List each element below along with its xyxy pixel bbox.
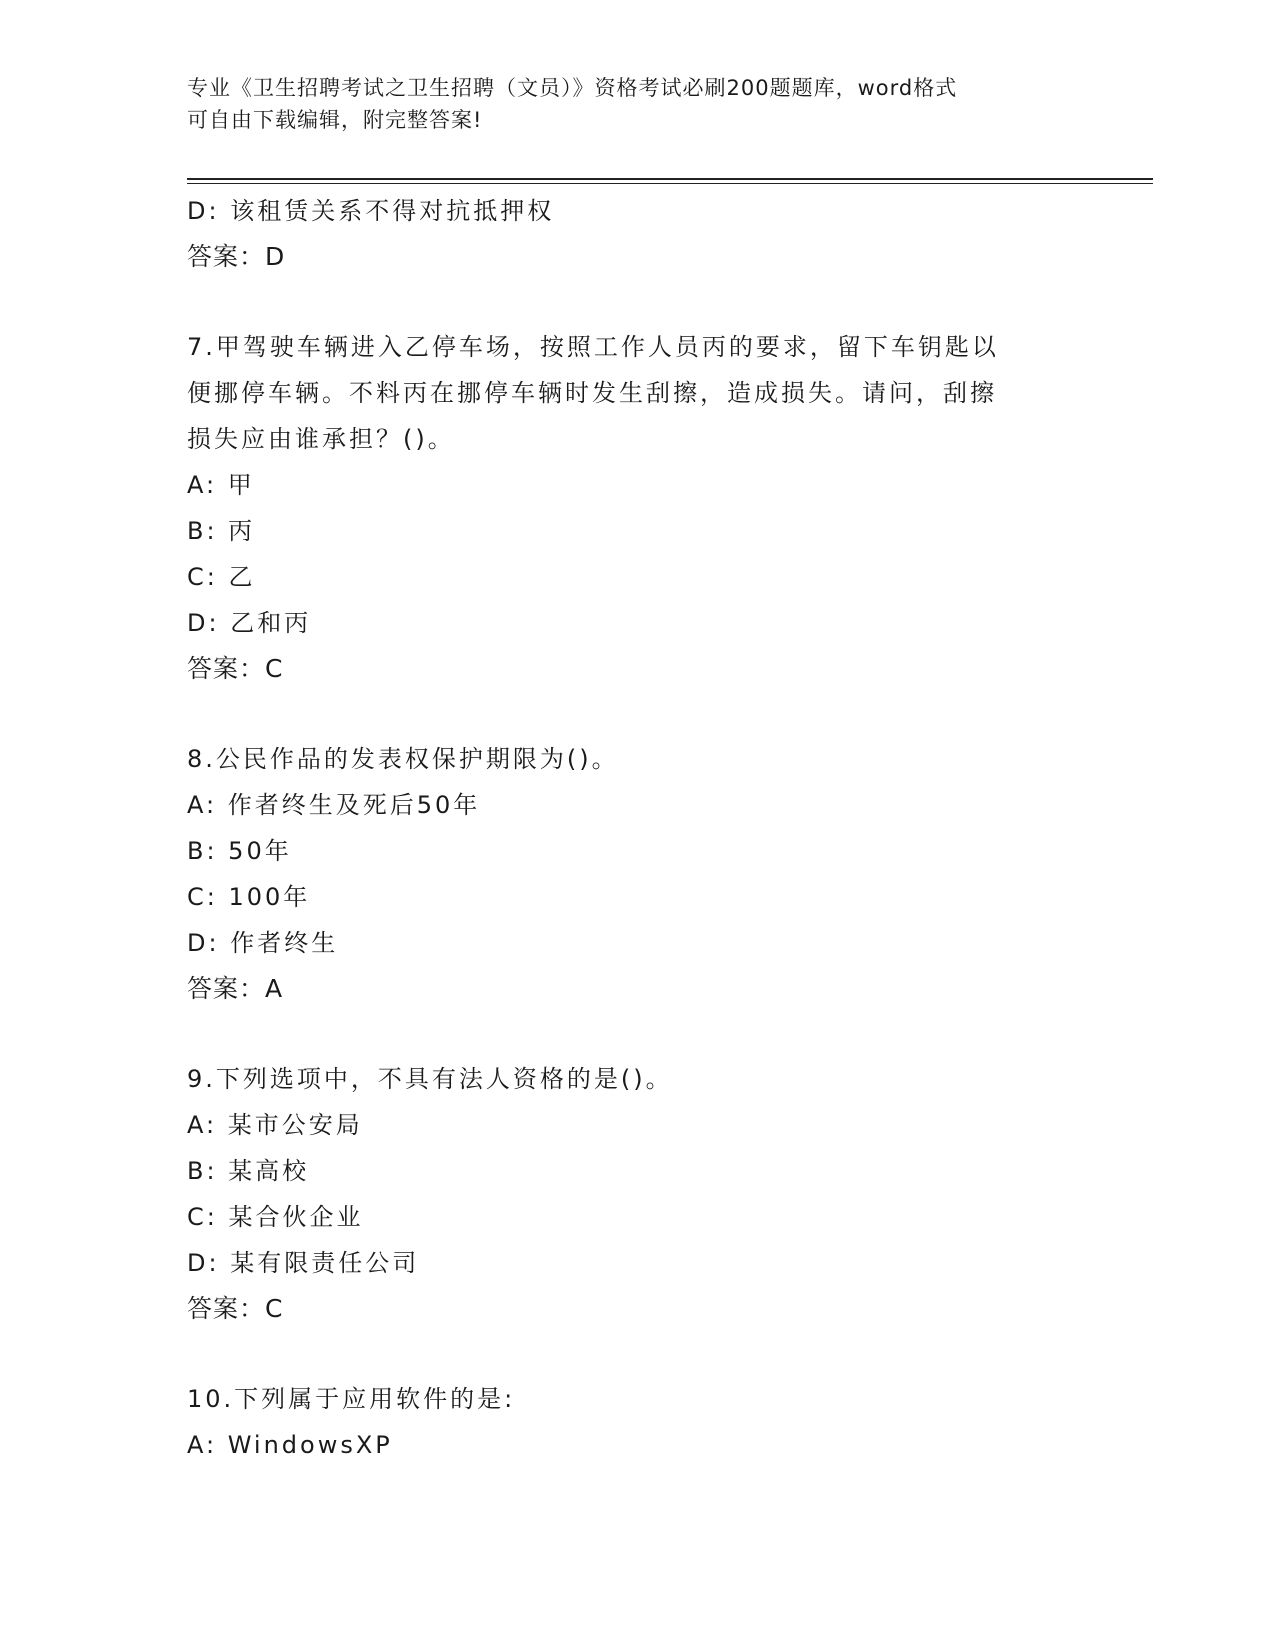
question-9-text: 9.下列选项中，不具有法人资格的是()。 xyxy=(187,1065,673,1093)
question-7-option-b: B: 丙 xyxy=(187,517,256,545)
question-10 xyxy=(187,1376,1087,1468)
question-8-text: 8.公民作品的发表权保护期限为()。 xyxy=(187,745,619,773)
question-8-option-c: C: 100年 xyxy=(187,883,311,911)
header-line-1: 专业《卫生招聘考试之卫生招聘（文员）》资格考试必刷200题题库，word格式 xyxy=(187,76,958,100)
question-9-option-b: B: 某高校 xyxy=(187,1157,310,1185)
question-7-line-1: 7.甲驾驶车辆进入乙停车场，按照工作人员丙的要求，留下车钥匙以 xyxy=(187,333,999,361)
spacer xyxy=(187,692,1087,736)
question-8-answer: 答案：A xyxy=(187,974,284,1003)
question-7-option-a: A: 甲 xyxy=(187,471,255,499)
question-9-answer: 答案：C xyxy=(187,1294,284,1323)
document-header xyxy=(187,72,1087,136)
question-7-option-d: D: 乙和丙 xyxy=(187,609,312,637)
question-7-option-c: C: 乙 xyxy=(187,563,256,591)
question-9 xyxy=(187,1056,1087,1332)
prev-answer: 答案：D xyxy=(187,242,286,271)
question-7-line-3: 损失应由谁承担？()。 xyxy=(187,425,455,453)
spacer xyxy=(187,280,1087,324)
question-7 xyxy=(187,324,1087,692)
question-10-text: 10.下列属于应用软件的是: xyxy=(187,1385,516,1413)
question-content xyxy=(187,188,1087,1468)
question-8-option-a: A: 作者终生及死后50年 xyxy=(187,791,481,819)
question-7-answer: 答案：C xyxy=(187,654,284,683)
header-line-2: 可自由下载编辑，附完整答案! xyxy=(187,108,483,132)
prev-option-d: D: 该租赁关系不得对抗抵押权 xyxy=(187,197,555,225)
question-8-option-d: D: 作者终生 xyxy=(187,929,339,957)
question-7-line-2: 便挪停车辆。不料丙在挪停车辆时发生刮擦，造成损失。请问，刮擦 xyxy=(187,379,997,407)
question-8 xyxy=(187,736,1087,1012)
question-9-option-d: D: 某有限责任公司 xyxy=(187,1249,420,1277)
question-9-option-c: C: 某合伙企业 xyxy=(187,1203,364,1231)
header-rule-thin xyxy=(187,183,1153,184)
spacer xyxy=(187,1332,1087,1376)
question-10-option-a: A: WindowsXP xyxy=(187,1431,393,1459)
spacer xyxy=(187,1012,1087,1056)
question-9-option-a: A: 某市公安局 xyxy=(187,1111,363,1139)
header-rule-thick xyxy=(187,178,1153,180)
question-8-option-b: B: 50年 xyxy=(187,837,292,865)
